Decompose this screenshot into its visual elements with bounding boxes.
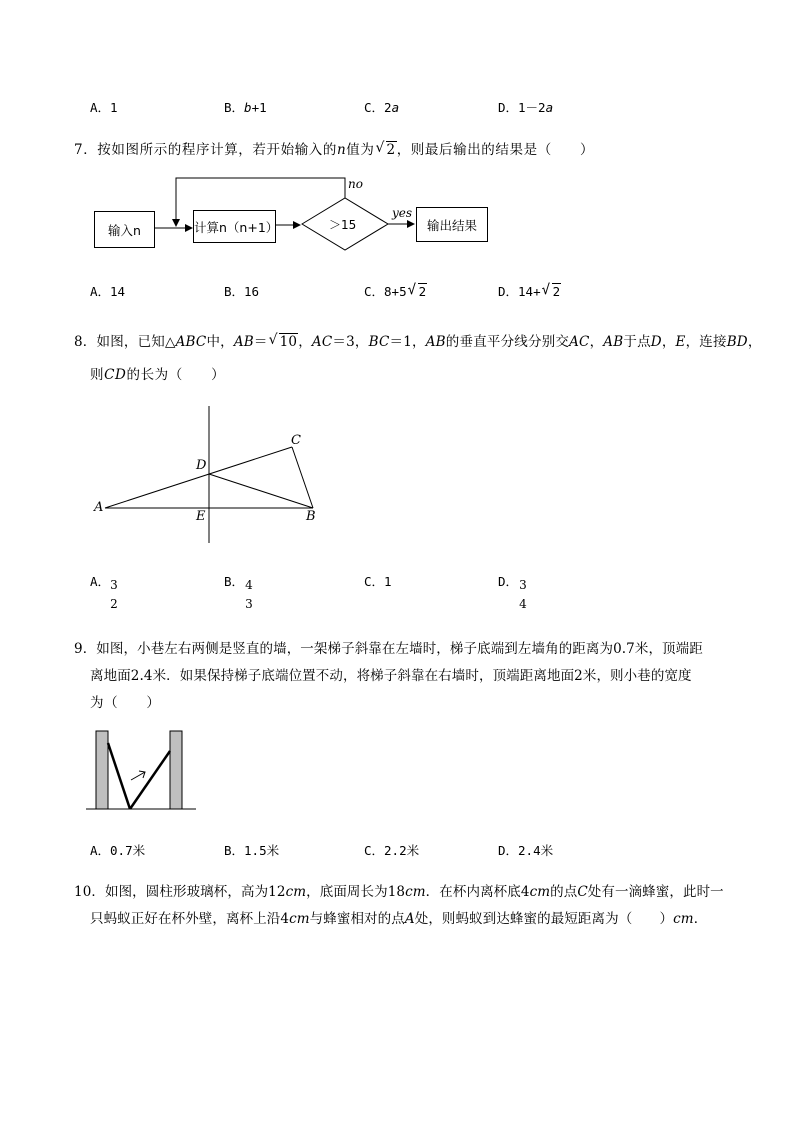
- q7-option-c: C．8+5√ 2: [364, 282, 427, 300]
- q8-option-d: D．: [498, 574, 519, 589]
- q6-option-d: D．1－2a: [498, 100, 554, 115]
- q7-stem: 7．按如图所示的程序计算，若开始输入的n值为√ 2，则最后输出的结果是（ ）: [74, 138, 594, 158]
- q7-option-b: B．16: [224, 284, 260, 299]
- q9-stem-line3: 为（ ）: [90, 695, 161, 711]
- q8-option-b-denominator: 3: [245, 597, 253, 611]
- q8-stem-line2: 则CD的长为（ ）: [90, 367, 226, 383]
- flow-input-box: 输入n: [94, 211, 155, 248]
- sqrt-symbol: √ 2: [377, 142, 397, 158]
- q9-stem-line2: 离地面2.4米．如果保持梯子底端位置不动，将梯子斜靠在右墙时，顶端距离地面2米，则小巷的宽度: [90, 668, 692, 684]
- q10-stem-line1: 10．如图，圆柱形玻璃杯，高为12cm，底面周长为18cm．在杯内离杯底4cm的点C处有一滴蜂蜜，此时一: [74, 884, 724, 900]
- q9-option-d: D．2.4米: [498, 843, 554, 858]
- q6-option-b: B．b+1: [224, 100, 267, 115]
- q9-option-a: A．0.7米: [90, 843, 146, 858]
- flow-yes-label: yes: [392, 206, 413, 220]
- q8-option-b-numerator: 4: [245, 578, 253, 592]
- q7-option-a: A．14: [90, 284, 126, 299]
- flow-calc-box: 计算n（n+1）: [193, 210, 276, 243]
- q9-option-b: B．1.5米: [224, 843, 280, 858]
- q6-option-c: C．2a: [364, 100, 400, 115]
- q8-option-a-denominator: 2: [110, 597, 118, 611]
- q8-option-a: A．: [90, 574, 111, 589]
- label-a: A: [94, 500, 104, 515]
- q6-option-a: A．1: [90, 100, 118, 115]
- q8-option-b: B．: [224, 574, 245, 589]
- q8-stem-line1: 8．如图，已知△ABC中，AB＝√ 10，AC＝3，BC＝1，AB的垂直平分线分别交AC，AB于点D，E，连接BD，: [74, 330, 762, 350]
- label-e: E: [196, 509, 206, 524]
- flow-output-box: 输出结果: [416, 207, 488, 242]
- q8-option-a-numerator: 3: [110, 578, 118, 592]
- q8-option-c: C．1: [364, 574, 392, 589]
- q10-stem-line2: 只蚂蚁正好在杯外壁，离杯上沿4cm与蜂蜜相对的点A处，则蚂蚁到达蜂蜜的最短距离为（ ）cm．: [90, 911, 708, 927]
- q9-stem-line1: 9．如图，小巷左右两侧是竖直的墙，一架梯子斜靠在左墙时，梯子底端到左墙角的距离为0.7米，顶端距: [74, 641, 703, 657]
- q7-option-d: D．14+√ 2: [498, 282, 561, 300]
- q8-option-d-numerator: 3: [519, 578, 527, 592]
- q9-option-c: C．2.2米: [364, 843, 420, 858]
- flow-condition: ＞15: [329, 218, 357, 232]
- label-c: C: [291, 433, 301, 448]
- label-b: B: [306, 509, 316, 524]
- flow-no-label: no: [348, 177, 363, 191]
- label-d: D: [196, 458, 207, 473]
- q8-option-d-denominator: 4: [519, 597, 527, 611]
